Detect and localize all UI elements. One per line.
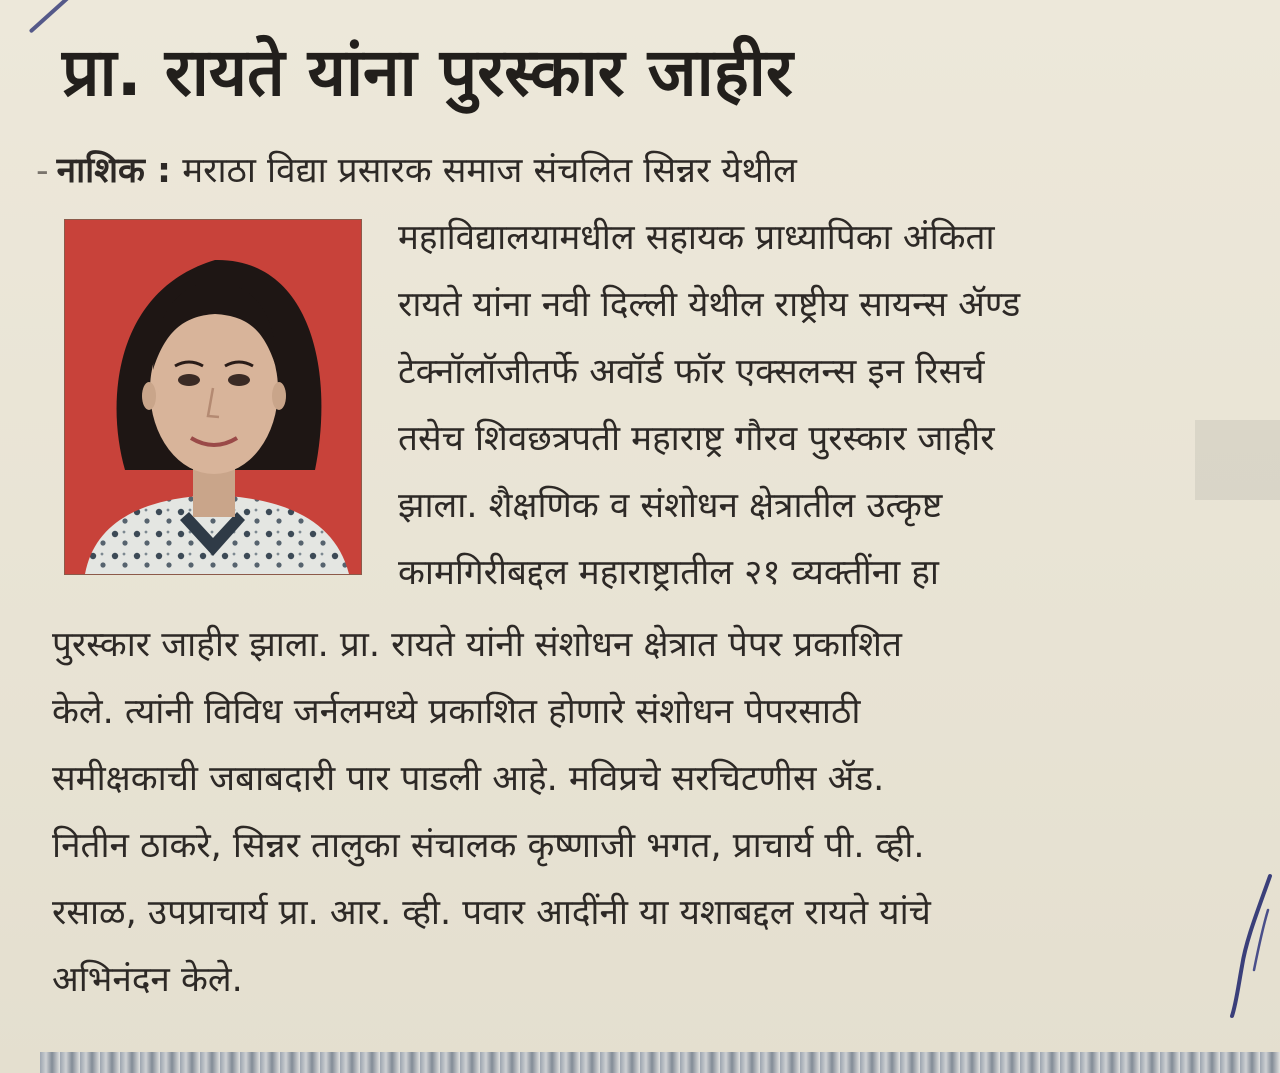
- bleed-through-shadow: [1195, 420, 1280, 500]
- article-headline: प्रा. रायते यांना पुरस्कार जाहीर: [62, 34, 793, 111]
- body-line: झाला. शैक्षणिक व संशोधन क्षेत्रातील उत्कृष्ट: [398, 486, 943, 526]
- body-line: महाविद्यालयामधील सहायक प्राध्यापिका अंकिता: [398, 218, 995, 258]
- adjacent-article-edge: [40, 1052, 1280, 1073]
- first-line: [36, 150, 797, 192]
- body-line: नितीन ठाकरे, सिन्नर तालुका संचालक कृष्णाजी भगत, प्राचार्य पी. व्ही.: [52, 826, 925, 866]
- body-line: टेक्नॉलॉजीतर्फे अवॉर्ड फॉर एक्सलन्स इन रिसर्च: [398, 352, 985, 392]
- dateline: नाशिक :: [56, 151, 172, 191]
- body-line: मराठा विद्या प्रसारक समाज संचलित सिन्नर येथील: [182, 151, 797, 191]
- portrait-photo: [64, 219, 362, 575]
- body-line: अभिनंदन केले.: [52, 960, 243, 1000]
- body-line: केले. त्यांनी विविध जर्नलमध्ये प्रकाशित होणारे संशोधन पेपरसाठी: [52, 692, 861, 732]
- pen-mark-right: [1228, 870, 1276, 1020]
- body-line: रायते यांना नवी दिल्ली येथील राष्ट्रीय सायन्स ॲण्ड: [398, 285, 1021, 325]
- body-line: समीक्षकाची जबाबदारी पार पाडली आहे. मविप्रचे सरचिटणीस ॲड.: [52, 759, 885, 799]
- leader-dash: -: [36, 151, 49, 191]
- body-line: कामगिरीबद्दल महाराष्ट्रातील २१ व्यक्तींना हा: [398, 553, 939, 593]
- portrait-image: [65, 220, 361, 574]
- body-line: पुरस्कार जाहीर झाला. प्रा. रायते यांनी संशोधन क्षेत्रात पेपर प्रकाशित: [52, 625, 902, 665]
- body-line: तसेच शिवछत्रपती महाराष्ट्र गौरव पुरस्कार जाहीर: [398, 419, 995, 459]
- body-line: रसाळ, उपप्राचार्य प्रा. आर. व्ही. पवार आदींनी या यशाबद्दल रायते यांचे: [52, 893, 931, 933]
